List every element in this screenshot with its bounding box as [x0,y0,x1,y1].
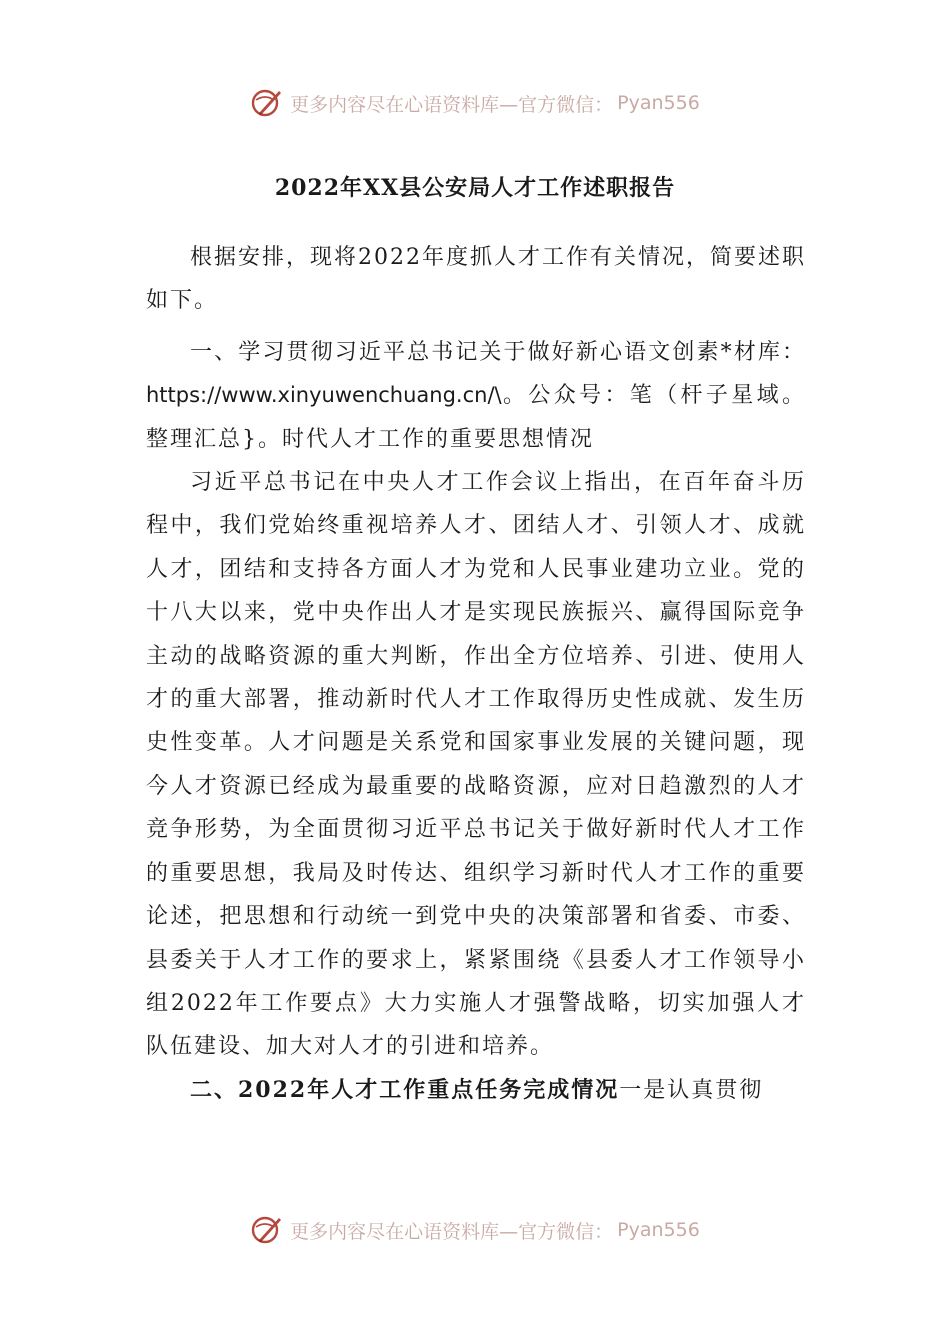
document-body [146,236,806,1112]
footer-watermark [0,1210,950,1250]
watermark-wechat-id: Pyan556 [617,1219,700,1241]
document-title: 2022年XX县公安局人才工作述职报告 [274,175,676,201]
source-url: https://www.xinyuwenchuang.cn/\ [146,383,502,408]
section-one-text-cont: 。公众号：笔（杆子星域。整理汇总}。时代人才工作的重要思想情况 [146,383,806,452]
pen-seal-logo-icon [250,1213,284,1247]
section-two-text: 一是认真贯彻 [619,1077,764,1103]
section-one-text: 一、学习贯彻习近平总书记关于做好新心语文创素*材库： [190,339,806,365]
watermark-wechat-id: Pyan556 [617,92,700,114]
watermark-text: 更多内容尽在心语资料库—官方微信： [290,1220,614,1243]
section-two-heading: 二、2022年人才工作重点任务完成情况 [190,1076,620,1103]
pen-seal-logo-icon [250,86,284,120]
watermark-text: 更多内容尽在心语资料库—官方微信： [290,93,614,116]
paragraph-section-one [146,331,806,461]
header-watermark [0,83,950,123]
paragraph-main: 习近平总书记在中央人才工作会议上指出，在百年奋斗历程中，我们党始终重视培养人才、团结人才、引领人才、成就人才，团结和支持各方面人才为党和人民事业建功立业。党的十八大以来，党中央作出人才是实现民族振兴、赢得国际竞争主动的战略资源的重大判断，作出全方位培养、引进、使用人才的重大部署，推动新时代人才工作取得历史性成就、发生历史性变革。人才问题是关系党和国家事业发展的关键问题，现今人才资源已经成为最重要的战略资源，应对日趋激烈的人才竞争形势，为全面贯彻习近平总书记关于做好新时代人才工作的重要思想，我局及时传达、组织学习新时代人才工作的重要论述，把思想和行动统一到党中央的决策部署和省委、市委、县委关于人才工作的要求上，紧紧围绕《县委人才工作领导小组2022年工作要点》大力实施人才强警战略，切实加强人才队伍建设、加大对人才的引进和培养。 [146,470,806,1060]
paragraph-intro: 根据安排，现将2022年度抓人才工作有关情况，简要述职如下。 [146,245,806,314]
paragraph-section-two [146,1069,806,1112]
